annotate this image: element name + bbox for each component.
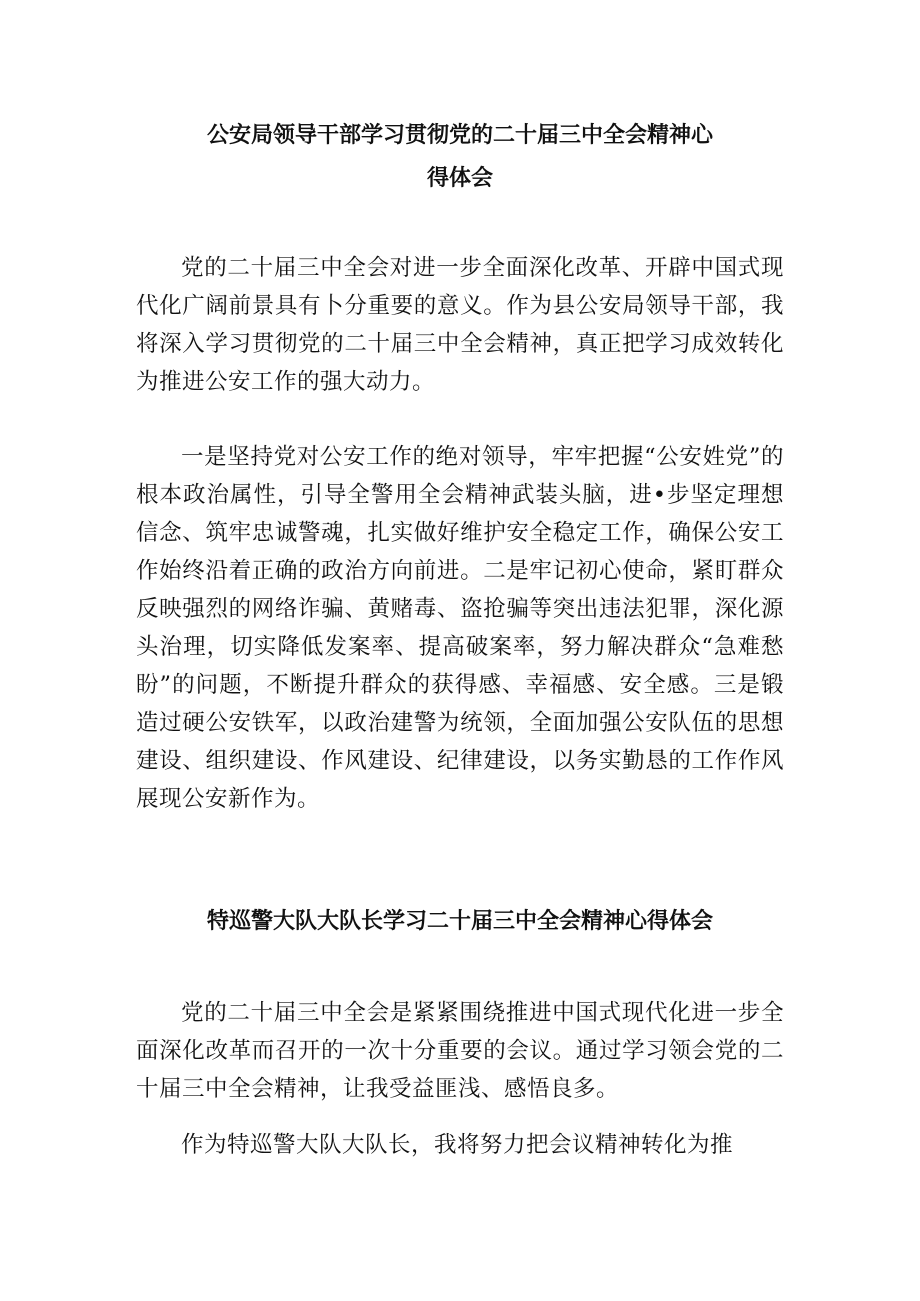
article1-title-line2: 得体会 — [426, 166, 493, 191]
article2-title: 特巡警大队大队长学习二十届三中全会精神心得体会 — [206, 909, 713, 934]
article1-paragraph-2: 一是坚持党对公安工作的绝对领导，牢牢把握“公安姓党”的根本政治属性，引导全警用全会精神武装头脑，进•步坚定理想信念、筑牢忠诚警魂，扎实做好维护安全稳定工作，确保公安工作始终沿着正确的政治方向前进。二是牢记初心使命，紧盯群众反映强烈的网络诈骗、黄赌毒、盗抢骗等突出违法犯罪，深化源头治理，切实降低发案率、提高破案率，努力解决群众“急难愁盼”的问题，不断提升群众的获得感、幸福感、安全感。三是锻造过硬公安铁军，以政治建警为统领，全面加强公安队伍的思想建设、组织建设、作风建设、纪律建设，以务实勤恳的工作作风展现公安新作为。 — [136, 444, 784, 812]
article1-title-line1: 公安局领导干部学习贯彻党的二十届三中全会精神心 — [206, 123, 713, 148]
article1-paragraph-1: 党的二十届三中全会对进一步全面深化改革、开辟中国式现代化广阔前景具有卜分重要的意义。作为县公安局领导干部，我将深入学习贯彻党的二十届三中全会精神，真正把学习成效转化为推进公安工作的强大动力。 — [136, 255, 784, 395]
article2-paragraph-1: 党的二十届三中全会是紧紧围绕推进中国式现代化进一步全面深化改革而召开的一次十分重要的会议。通过学习领会党的二十届三中全会精神，让我受益匪浅、感悟良多。 — [136, 1000, 784, 1102]
article2-paragraph-2: 作为特巡警大队大队长，我将努力把会议精神转化为推 — [181, 1132, 734, 1158]
